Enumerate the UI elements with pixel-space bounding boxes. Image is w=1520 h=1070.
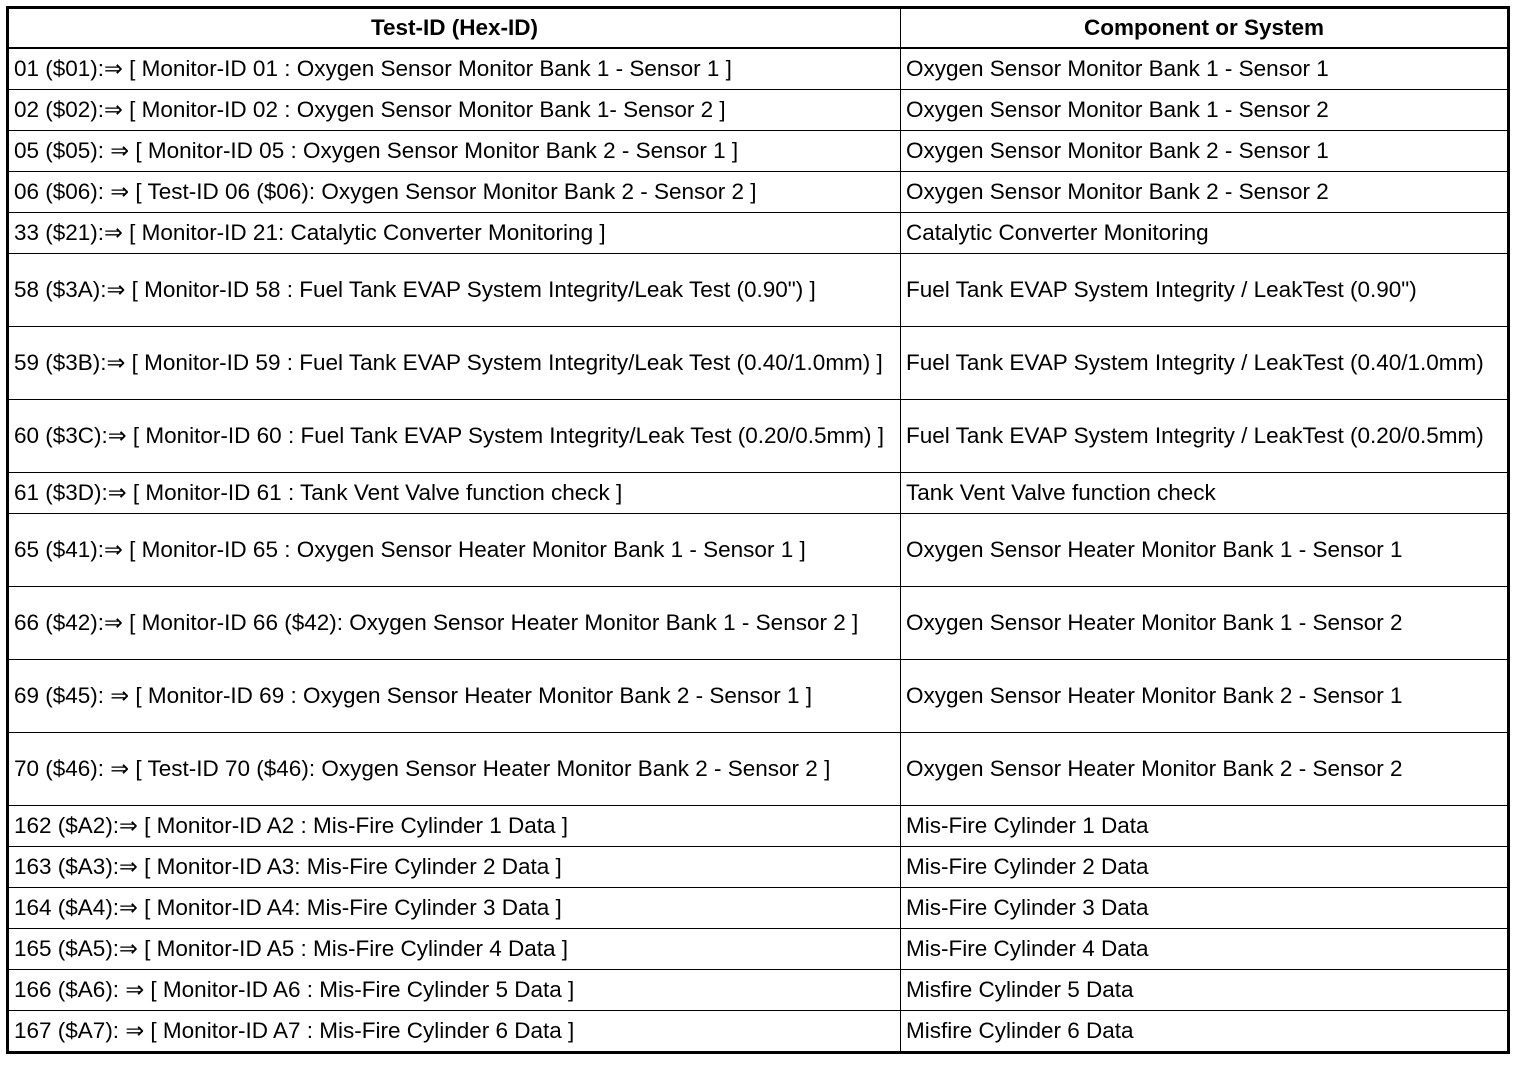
table-row xyxy=(8,213,1509,254)
table-row xyxy=(8,327,1509,400)
cell-test-id: 163 ($A3):⇒ [ Monitor-ID A3: Mis-Fire Cylinder 2 Data ] xyxy=(8,847,901,888)
header-test-id: Test-ID (Hex-ID) xyxy=(8,8,901,49)
table-row xyxy=(8,660,1509,733)
cell-component: Oxygen Sensor Monitor Bank 1 - Sensor 2 xyxy=(901,90,1509,131)
table-row xyxy=(8,733,1509,806)
table-row xyxy=(8,48,1509,90)
cell-component: Oxygen Sensor Heater Monitor Bank 2 - Sensor 1 xyxy=(901,660,1509,733)
cell-component: Fuel Tank EVAP System Integrity / LeakTest (0.20/0.5mm) xyxy=(901,400,1509,473)
table-row xyxy=(8,587,1509,660)
cell-test-id: 60 ($3C):⇒ [ Monitor-ID 60 : Fuel Tank EVAP System Integrity/Leak Test (0.20/0.5mm) ] xyxy=(8,400,901,473)
cell-component: Oxygen Sensor Monitor Bank 1 - Sensor 1 xyxy=(901,48,1509,90)
cell-test-id: 165 ($A5):⇒ [ Monitor-ID A5 : Mis-Fire Cylinder 4 Data ] xyxy=(8,929,901,970)
cell-component: Mis-Fire Cylinder 4 Data xyxy=(901,929,1509,970)
cell-component: Oxygen Sensor Monitor Bank 2 - Sensor 1 xyxy=(901,131,1509,172)
cell-test-id: 162 ($A2):⇒ [ Monitor-ID A2 : Mis-Fire Cylinder 1 Data ] xyxy=(8,806,901,847)
cell-component: Fuel Tank EVAP System Integrity / LeakTest (0.90") xyxy=(901,254,1509,327)
table-header-row xyxy=(8,8,1509,49)
cell-test-id: 06 ($06): ⇒ [ Test-ID 06 ($06): Oxygen Sensor Monitor Bank 2 - Sensor 2 ] xyxy=(8,172,901,213)
cell-test-id: 166 ($A6): ⇒ [ Monitor-ID A6 : Mis-Fire Cylinder 5 Data ] xyxy=(8,970,901,1011)
cell-test-id: 58 ($3A):⇒ [ Monitor-ID 58 : Fuel Tank EVAP System Integrity/Leak Test (0.90") ] xyxy=(8,254,901,327)
cell-test-id: 59 ($3B):⇒ [ Monitor-ID 59 : Fuel Tank EVAP System Integrity/Leak Test (0.40/1.0mm) ] xyxy=(8,327,901,400)
cell-component: Misfire Cylinder 6 Data xyxy=(901,1011,1509,1053)
cell-component: Oxygen Sensor Monitor Bank 2 - Sensor 2 xyxy=(901,172,1509,213)
cell-test-id: 01 ($01):⇒ [ Monitor-ID 01 : Oxygen Sensor Monitor Bank 1 - Sensor 1 ] xyxy=(8,48,901,90)
cell-component: Catalytic Converter Monitoring xyxy=(901,213,1509,254)
cell-test-id: 65 ($41):⇒ [ Monitor-ID 65 : Oxygen Sensor Heater Monitor Bank 1 - Sensor 1 ] xyxy=(8,514,901,587)
cell-test-id: 33 ($21):⇒ [ Monitor-ID 21: Catalytic Converter Monitoring ] xyxy=(8,213,901,254)
table-row xyxy=(8,929,1509,970)
cell-test-id: 164 ($A4):⇒ [ Monitor-ID A4: Mis-Fire Cylinder 3 Data ] xyxy=(8,888,901,929)
cell-test-id: 61 ($3D):⇒ [ Monitor-ID 61 : Tank Vent Valve function check ] xyxy=(8,473,901,514)
table-row xyxy=(8,1011,1509,1053)
cell-component: Mis-Fire Cylinder 3 Data xyxy=(901,888,1509,929)
table-row xyxy=(8,888,1509,929)
cell-component: Misfire Cylinder 5 Data xyxy=(901,970,1509,1011)
table-row xyxy=(8,806,1509,847)
cell-component: Oxygen Sensor Heater Monitor Bank 2 - Sensor 2 xyxy=(901,733,1509,806)
table-row xyxy=(8,514,1509,587)
cell-component: Tank Vent Valve function check xyxy=(901,473,1509,514)
cell-component: Fuel Tank EVAP System Integrity / LeakTest (0.40/1.0mm) xyxy=(901,327,1509,400)
cell-test-id: 69 ($45): ⇒ [ Monitor-ID 69 : Oxygen Sensor Heater Monitor Bank 2 - Sensor 1 ] xyxy=(8,660,901,733)
cell-test-id: 02 ($02):⇒ [ Monitor-ID 02 : Oxygen Sensor Monitor Bank 1- Sensor 2 ] xyxy=(8,90,901,131)
table-row xyxy=(8,90,1509,131)
cell-test-id: 70 ($46): ⇒ [ Test-ID 70 ($46): Oxygen Sensor Heater Monitor Bank 2 - Sensor 2 ] xyxy=(8,733,901,806)
cell-component: Mis-Fire Cylinder 2 Data xyxy=(901,847,1509,888)
cell-component: Mis-Fire Cylinder 1 Data xyxy=(901,806,1509,847)
cell-test-id: 05 ($05): ⇒ [ Monitor-ID 05 : Oxygen Sensor Monitor Bank 2 - Sensor 1 ] xyxy=(8,131,901,172)
table-row xyxy=(8,131,1509,172)
table-row xyxy=(8,254,1509,327)
cell-component: Oxygen Sensor Heater Monitor Bank 1 - Sensor 2 xyxy=(901,587,1509,660)
cell-test-id: 66 ($42):⇒ [ Monitor-ID 66 ($42): Oxygen Sensor Heater Monitor Bank 1 - Sensor 2 ] xyxy=(8,587,901,660)
header-component: Component or System xyxy=(901,8,1509,49)
table-row xyxy=(8,970,1509,1011)
table-row xyxy=(8,400,1509,473)
test-id-table xyxy=(6,6,1510,1054)
table-row xyxy=(8,172,1509,213)
table-row xyxy=(8,847,1509,888)
cell-test-id: 167 ($A7): ⇒ [ Monitor-ID A7 : Mis-Fire Cylinder 6 Data ] xyxy=(8,1011,901,1053)
test-id-table-container xyxy=(6,6,1507,1054)
table-row xyxy=(8,473,1509,514)
cell-component: Oxygen Sensor Heater Monitor Bank 1 - Sensor 1 xyxy=(901,514,1509,587)
